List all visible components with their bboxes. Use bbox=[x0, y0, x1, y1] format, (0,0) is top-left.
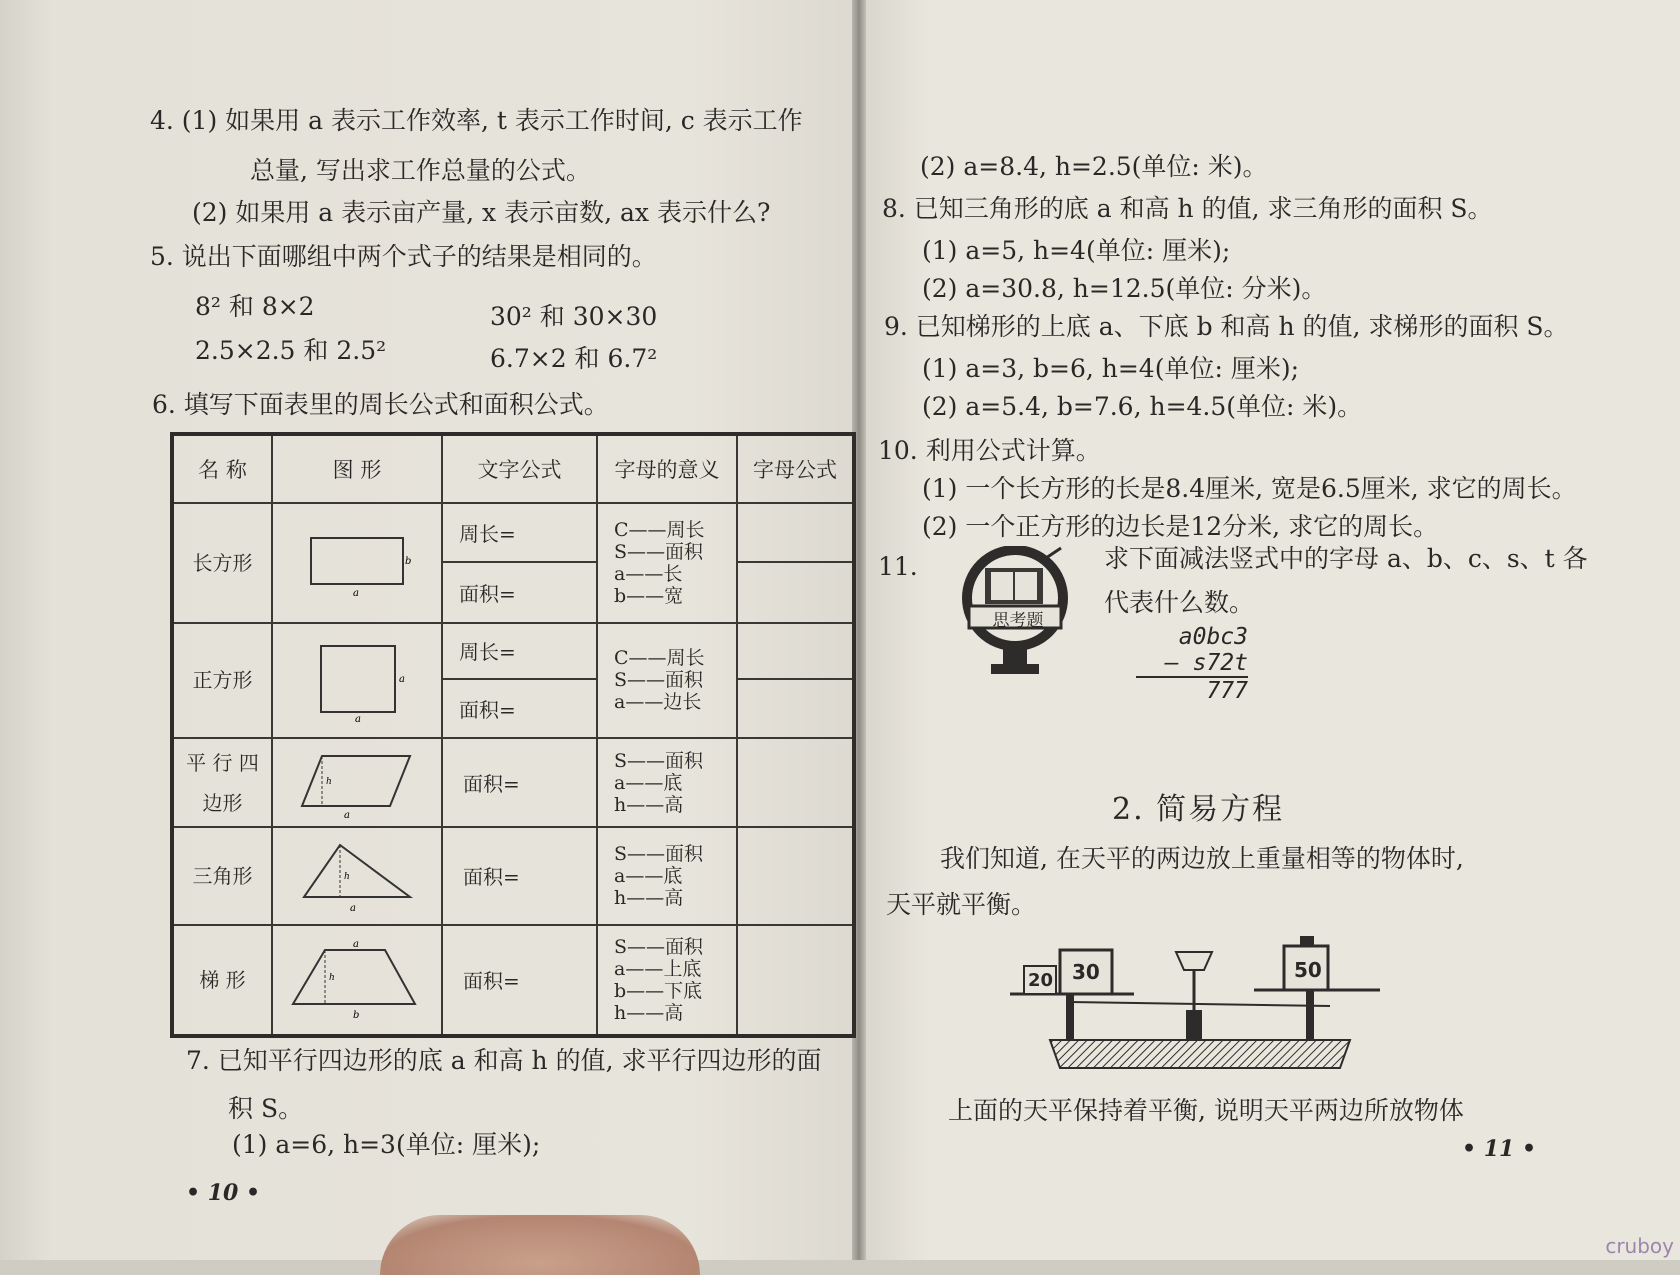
question-7-2: (2) a=8.4, h=2.5(单位: 米)。 bbox=[920, 152, 1268, 181]
thinking-question-sticker bbox=[955, 546, 1075, 686]
trapezoid-figure bbox=[272, 925, 442, 1037]
meaning-item: S——面积 bbox=[614, 935, 704, 958]
balance-scale-illustration bbox=[1010, 930, 1390, 1084]
shape-name: 长方形 bbox=[172, 503, 272, 623]
svg-text:a: a bbox=[399, 674, 405, 686]
letter-meanings bbox=[597, 925, 737, 1037]
area-label: 面积= bbox=[459, 698, 516, 723]
meaning-item: a——长 bbox=[614, 562, 683, 585]
formula-table bbox=[170, 432, 856, 1038]
meaning-item: h——高 bbox=[614, 886, 684, 909]
meaning-item: a——底 bbox=[614, 864, 683, 887]
header-word-formula: 文字公式 bbox=[442, 434, 597, 503]
question-4-1-cont: 总量, 写出求工作总量的公式。 bbox=[250, 156, 591, 185]
table-row bbox=[172, 623, 854, 739]
paragraph-1-line-2: 天平就平衡。 bbox=[886, 890, 1037, 919]
watermark: cruboy bbox=[1605, 1234, 1674, 1258]
table-header-row bbox=[172, 434, 854, 503]
q5-item-1: 8² 和 8×2 bbox=[195, 292, 315, 321]
meaning-item: h——高 bbox=[614, 1001, 684, 1024]
question-11-text: 求下面减法竖式中的字母 a、b、c、s、t 各 bbox=[1104, 544, 1588, 573]
meaning-item: C——周长 bbox=[614, 647, 705, 670]
question-7: 7. 已知平行四边形的底 a 和高 h 的值, 求平行四边形的面 bbox=[186, 1046, 822, 1075]
finger-shadow bbox=[380, 1215, 700, 1275]
page-number-right: • 11 • bbox=[1462, 1136, 1537, 1162]
table-row bbox=[172, 925, 854, 1037]
shape-name: 三角形 bbox=[172, 827, 272, 924]
triangle-figure bbox=[272, 827, 442, 924]
svg-text:h: h bbox=[344, 871, 350, 882]
question-9-2: (2) a=5.4, b=7.6, h=4.5(单位: 米)。 bbox=[922, 392, 1363, 421]
question-6: 6. 填写下面表里的周长公式和面积公式。 bbox=[152, 390, 609, 419]
meaning-item: b——下底 bbox=[614, 979, 703, 1002]
perimeter-label: 周长= bbox=[443, 624, 596, 681]
svg-text:a: a bbox=[353, 587, 359, 598]
header-letter-meaning: 字母的意义 bbox=[597, 434, 737, 503]
vert-line-3: 777 bbox=[1206, 678, 1248, 704]
question-7-cont: 积 S。 bbox=[228, 1094, 304, 1123]
letter-meanings bbox=[597, 738, 737, 827]
vert-line-1: a0bc3 bbox=[1178, 624, 1248, 650]
paragraph-2: 上面的天平保持着平衡, 说明天平两边所放物体 bbox=[948, 1096, 1464, 1125]
letter-formula-cell bbox=[737, 738, 854, 827]
weight-30: 30 bbox=[1072, 960, 1100, 984]
vert-line-2: – s72t bbox=[1136, 650, 1248, 678]
table-row bbox=[172, 738, 854, 827]
question-4-1: 4. (1) 如果用 a 表示工作效率, t 表示工作时间, c 表示工作 bbox=[150, 106, 803, 135]
question-8-2: (2) a=30.8, h=12.5(单位: 分米)。 bbox=[922, 274, 1327, 303]
letter-meanings bbox=[597, 623, 737, 739]
letter-meanings bbox=[597, 503, 737, 623]
question-10-2: (2) 一个正方形的边长是12分米, 求它的周长。 bbox=[922, 512, 1439, 541]
rectangle-figure bbox=[272, 503, 442, 623]
shape-name: 正方形 bbox=[172, 623, 272, 739]
question-10-1: (1) 一个长方形的长是8.4厘米, 宽是6.5厘米, 求它的周长。 bbox=[922, 474, 1577, 503]
svg-text:a: a bbox=[355, 714, 361, 723]
meaning-item: a——上底 bbox=[614, 957, 702, 980]
question-10: 10. 利用公式计算。 bbox=[878, 436, 1101, 465]
paragraph-1-line-1: 我们知道, 在天平的两边放上重量相等的物体时, bbox=[940, 844, 1464, 873]
question-5: 5. 说出下面哪组中两个式子的结果是相同的。 bbox=[150, 242, 657, 271]
question-11-number: 11. bbox=[878, 552, 918, 581]
table-row bbox=[172, 503, 854, 623]
svg-text:b: b bbox=[353, 1009, 360, 1021]
area-label: 面积= bbox=[459, 581, 516, 606]
question-11-text-cont: 代表什么数。 bbox=[1104, 588, 1255, 617]
question-8: 8. 已知三角形的底 a 和高 h 的值, 求三角形的面积 S。 bbox=[882, 194, 1493, 223]
sticker-label: 思考题 bbox=[992, 611, 1044, 631]
meaning-item: b——宽 bbox=[614, 584, 684, 607]
meaning-item: S——面积 bbox=[614, 842, 704, 865]
question-8-1: (1) a=5, h=4(单位: 厘米); bbox=[922, 236, 1231, 265]
svg-text:h: h bbox=[329, 972, 335, 983]
question-4-2: (2) 如果用 a 表示亩产量, x 表示亩数, ax 表示什么? bbox=[192, 198, 771, 227]
question-7-1: (1) a=6, h=3(单位: 厘米); bbox=[232, 1130, 541, 1159]
meaning-item: h——高 bbox=[614, 793, 684, 816]
meaning-item: S——面积 bbox=[614, 540, 704, 563]
svg-text:a: a bbox=[353, 938, 359, 950]
letter-formula-cell bbox=[737, 503, 854, 623]
meaning-item: a——底 bbox=[614, 771, 683, 794]
area-label: 面积= bbox=[442, 925, 597, 1037]
svg-text:h: h bbox=[326, 776, 332, 787]
section-title: 2. 简易方程 bbox=[1112, 792, 1285, 827]
header-letter-formula: 字母公式 bbox=[737, 434, 854, 503]
question-9-1: (1) a=3, b=6, h=4(单位: 厘米); bbox=[922, 354, 1300, 383]
weight-50: 50 bbox=[1294, 958, 1322, 982]
question-9: 9. 已知梯形的上底 a、下底 b 和高 h 的值, 求梯形的面积 S。 bbox=[884, 312, 1569, 341]
weight-20: 20 bbox=[1028, 970, 1054, 991]
header-figure: 图 形 bbox=[272, 434, 442, 503]
page-number-left: • 10 • bbox=[186, 1180, 261, 1206]
letter-meanings bbox=[597, 827, 737, 924]
meaning-item: C——周长 bbox=[614, 518, 705, 541]
meaning-item: S——面积 bbox=[614, 749, 704, 772]
shape-name: 平 行 四边形 bbox=[172, 738, 272, 827]
square-figure bbox=[272, 623, 442, 739]
perimeter-label: 周长= bbox=[443, 504, 596, 563]
table-row bbox=[172, 827, 854, 924]
svg-text:a: a bbox=[344, 809, 350, 818]
parallelogram-figure bbox=[272, 738, 442, 827]
area-label: 面积= bbox=[442, 738, 597, 827]
q5-item-3: 2.5×2.5 和 2.5² bbox=[195, 336, 387, 365]
shape-name: 梯 形 bbox=[172, 925, 272, 1037]
letter-formula-cell bbox=[737, 623, 854, 739]
vertical-subtraction bbox=[1136, 624, 1248, 704]
letter-formula-cell bbox=[737, 827, 854, 924]
meaning-item: a——边长 bbox=[614, 691, 702, 714]
header-name: 名 称 bbox=[172, 434, 272, 503]
area-label: 面积= bbox=[442, 827, 597, 924]
q5-item-4: 6.7×2 和 6.7² bbox=[490, 344, 658, 373]
svg-text:b: b bbox=[405, 555, 412, 567]
meaning-item: S——面积 bbox=[614, 669, 704, 692]
letter-formula-cell bbox=[737, 925, 854, 1037]
q5-item-2: 30² 和 30×30 bbox=[490, 302, 658, 331]
svg-text:a: a bbox=[350, 902, 356, 913]
